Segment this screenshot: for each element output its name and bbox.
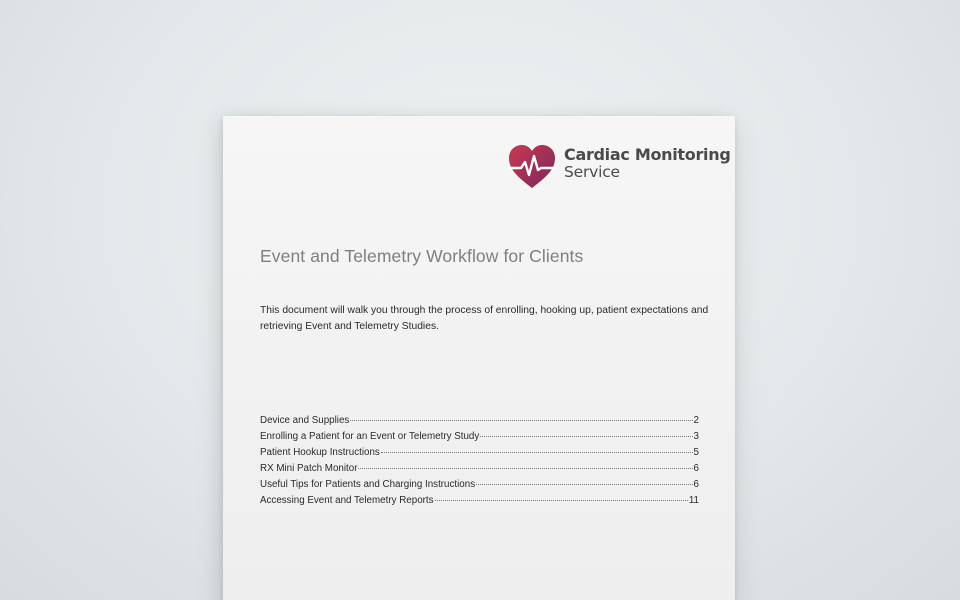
document-title: Event and Telemetry Workflow for Clients (260, 246, 584, 266)
toc-entry-label: Useful Tips for Patients and Charging Instructions (260, 479, 476, 490)
intro-paragraph: This document will walk you through the process of enrolling, hooking up, patient expectations and retrieving Event and Telemetry Studies. (260, 305, 709, 332)
toc-leader-dots (358, 468, 692, 469)
toc-leader-dots (476, 484, 692, 485)
toc-entry[interactable] (260, 463, 699, 479)
toc-entry-label: Enrolling a Patient for an Event or Telemetry Study (260, 431, 480, 442)
toc-entry-page: 5 (693, 447, 699, 458)
toc-entry-page: 6 (693, 479, 699, 490)
toc-entry-page: 3 (693, 431, 699, 442)
toc-entry-label: Patient Hookup Instructions (260, 447, 380, 458)
toc-entry-page: 6 (693, 463, 699, 474)
toc-entry-label: Device and Supplies (260, 415, 350, 426)
toc-entry[interactable] (260, 447, 699, 463)
toc-entry[interactable] (260, 415, 699, 431)
toc-leader-dots (480, 436, 692, 437)
logo-line1: Cardiac Monitoring (564, 145, 731, 164)
toc-leader-dots (435, 500, 688, 501)
toc-entry[interactable] (260, 431, 699, 447)
toc-entry[interactable] (260, 495, 699, 511)
toc-entry-page: 11 (688, 495, 699, 506)
toc-entry-label: Accessing Event and Telemetry Reports (260, 495, 434, 506)
table-of-contents (260, 415, 699, 511)
toc-entry[interactable] (260, 479, 699, 495)
toc-entry-label: RX Mini Patch Monitor (260, 463, 358, 474)
logo-line2: Service (564, 163, 620, 181)
heart-pulse-icon (507, 144, 557, 190)
toc-leader-dots (381, 452, 693, 453)
company-logo (507, 142, 731, 192)
toc-leader-dots (350, 420, 692, 421)
toc-entry-page: 2 (693, 415, 699, 426)
document-page (223, 116, 735, 600)
logo-wordmark (564, 147, 730, 181)
